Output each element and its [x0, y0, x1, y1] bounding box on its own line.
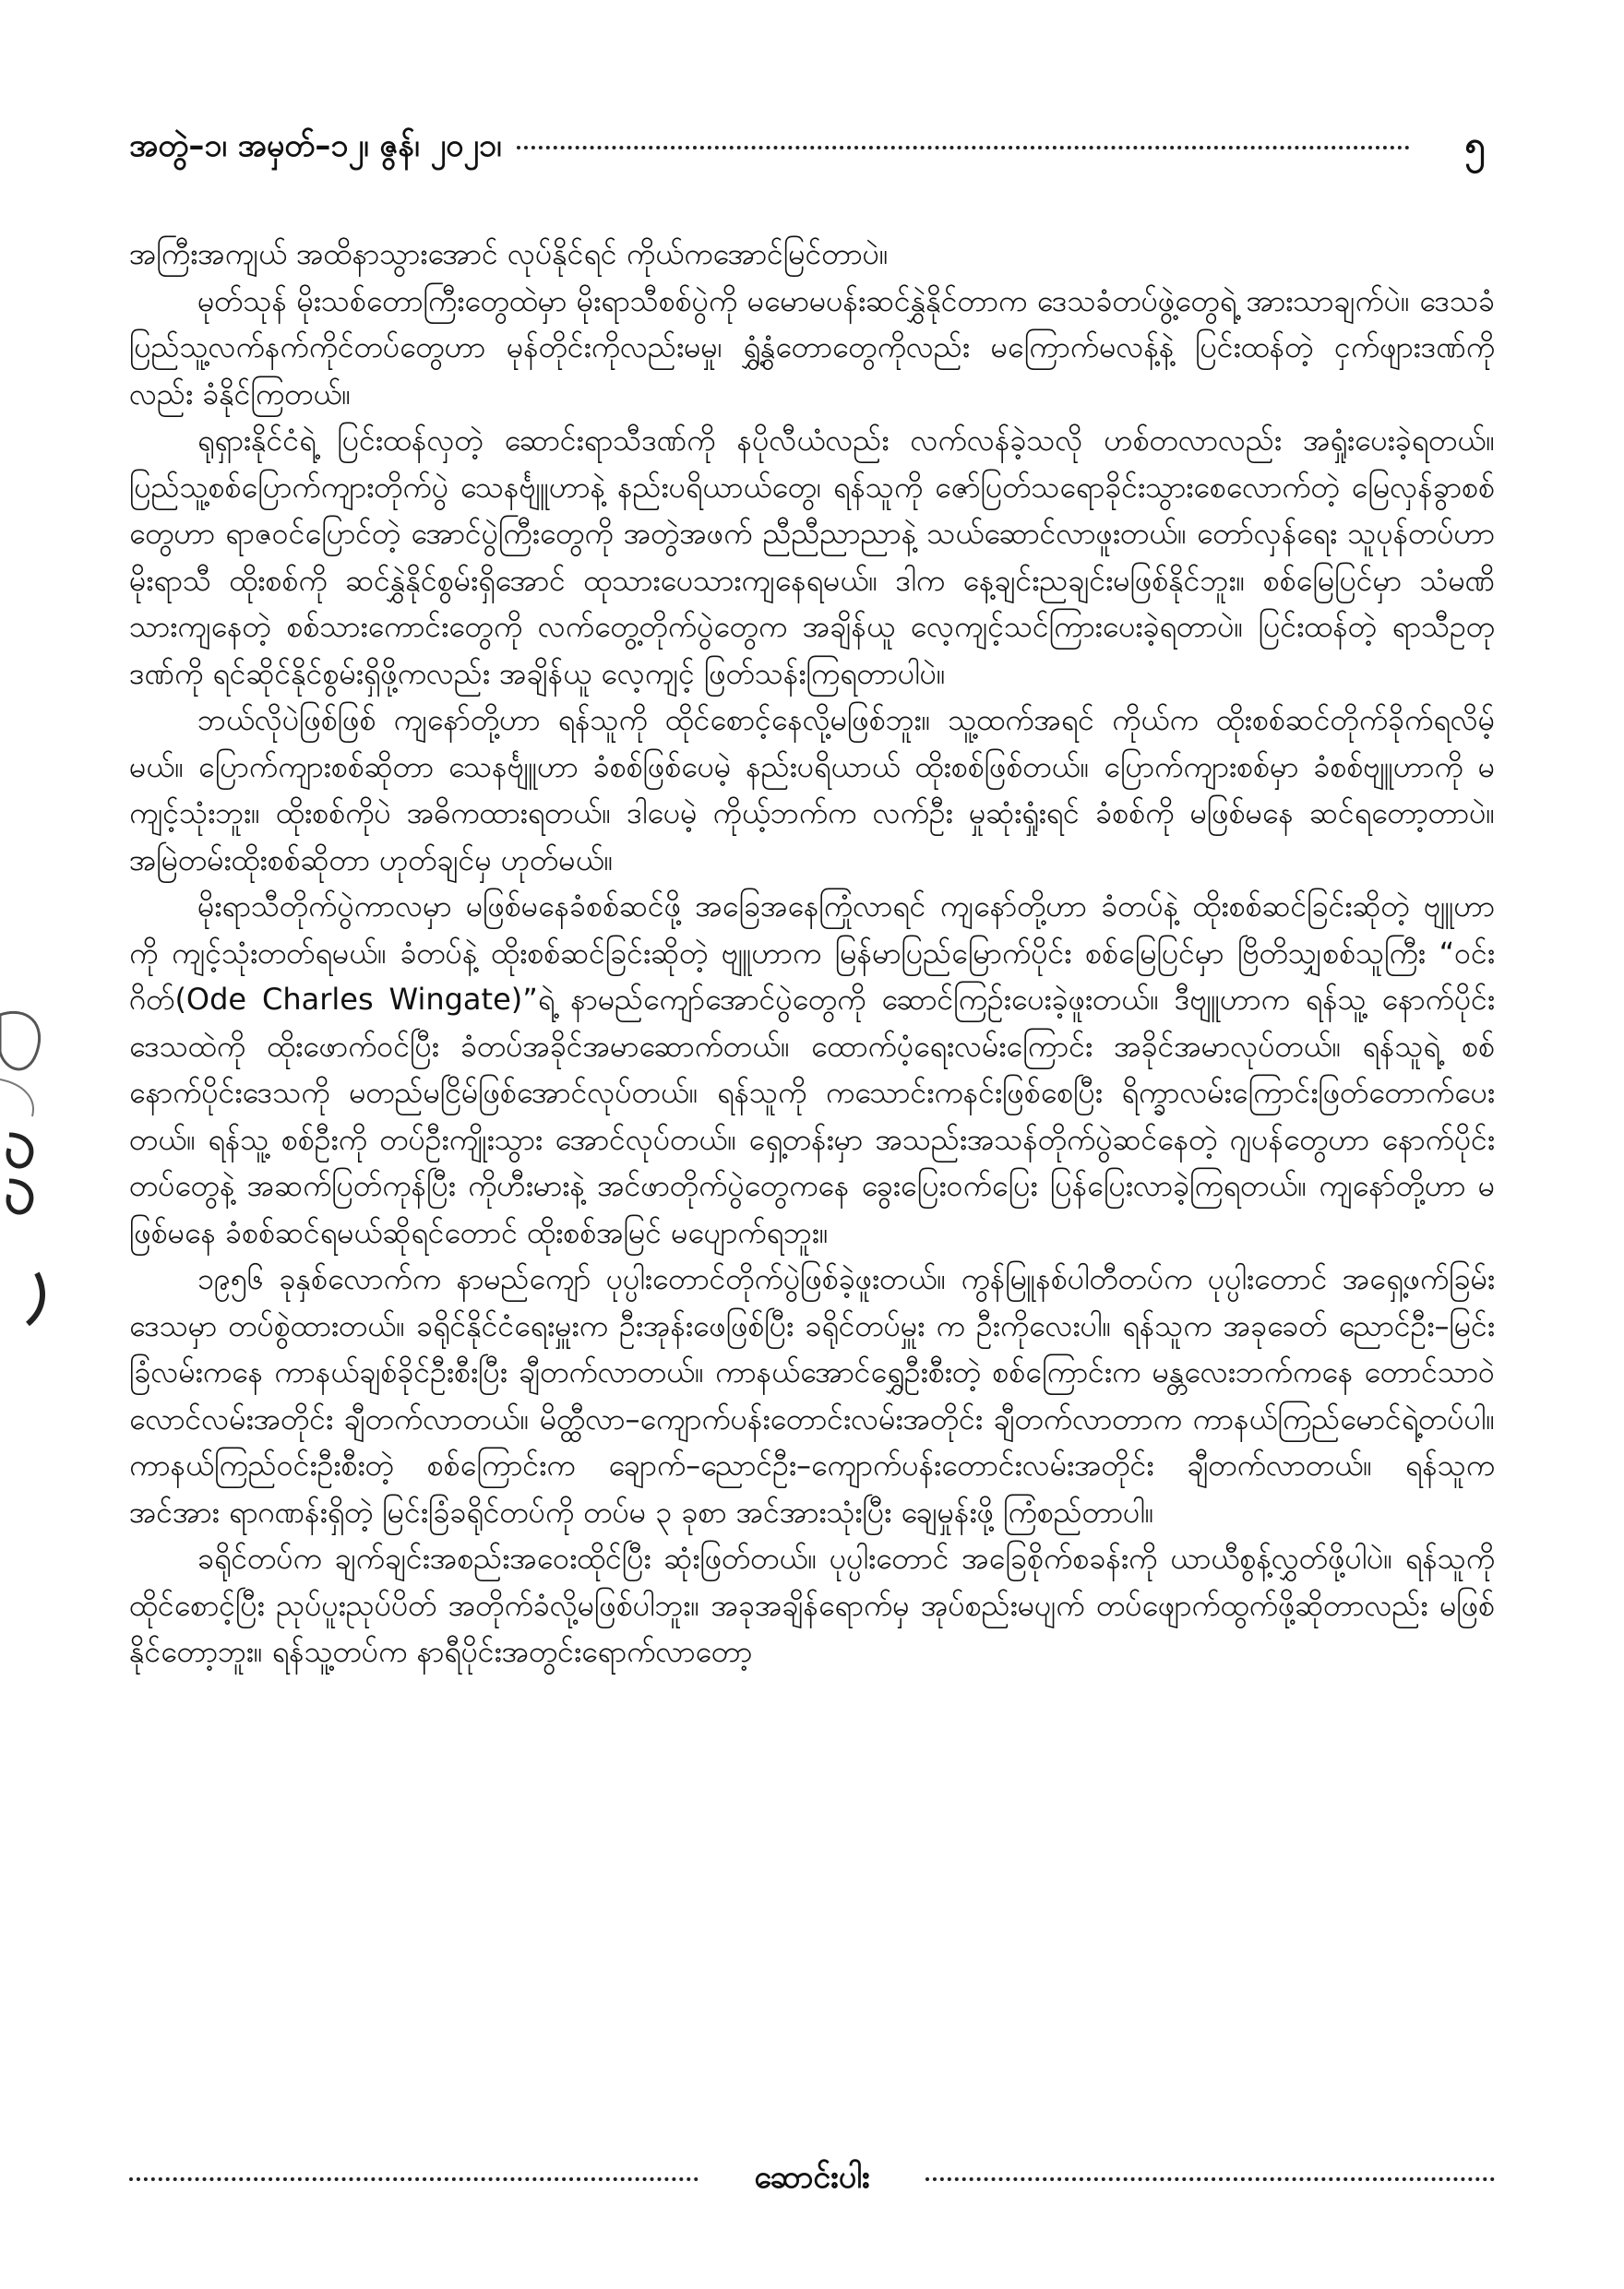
footer-dotted-rule-right	[925, 2177, 1495, 2181]
page-header	[129, 118, 1495, 177]
paragraph-7: ခရိုင်တပ်က ချက်ချင်းအစည်းအဝေးထိုင်ပြီး ဆုံးဖြတ်တယ်။ ပုပ္ပါးတောင် အခြေစိုက်စခန်းကို ယာယီစွန့်လွှတ်ဖို့ပါပဲ။ ရန်သူကို ထိုင်စောင့်ပြီး ညုပ်ပူးညုပ်ပိတ် အတိုက်ခံလို့မဖြစ်ပါဘူး။ အခုအချိန်ရောက်မှ အုပ်စည်းမပျက် တပ်ဖျောက်ထွက်ဖို့ဆိုတာလည်း မဖြစ်နိုင်တော့ဘူး။ ရန်သူ့တပ်က နာရီပိုင်းအတွင်းရောက်လာတော့	[129, 1541, 1495, 1669]
article-body	[129, 231, 1495, 1675]
page-number: ၅	[1464, 123, 1486, 166]
paragraph-3: ရုရှားနိုင်ငံရဲ့ ပြင်းထန်လှတဲ့ ဆောင်းရာသီဒဏ်ကို နပိုလီယံလည်း လက်လန်ခဲ့သလို ဟစ်တလာလည်း အရှုံးပေးခဲ့ရတယ်။ ပြည်သူ့စစ်ပြောက်ကျားတိုက်ပွဲ သေနင်္ဗျူဟာနဲ့ နည်းပရိယာယ်တွေ၊ ရန်သူကို ဇော်ပြတ်သရောခိုင်းသွားစေလောက်တဲ့ မြေလှန်ခွာစစ်တွေဟာ ရာဇဝင်ပြောင်တဲ့ အောင်ပွဲကြီးတွေကို အတွဲအဖက် ညီညီညာညာနဲ့ သယ်ဆောင်လာဖူးတယ်။ တော်လှန်ရေး သူပုန်တပ်ဟာ မိုးရာသီ ထိုးစစ်ကို ဆင်နွှဲနိုင်စွမ်းရှိအောင် ထုသားပေသားကျနေရမယ်။ ဒါက နေ့ချင်းညချင်းမဖြစ်နိုင်ဘူး။ စစ်မြေပြင်မှာ သံမဏိသားကျနေတဲ့ စစ်သားကောင်းတွေကို လက်တွေ့တိုက်ပွဲတွေက အချိန်ယူ လေ့ကျင့်သင်ကြားပေးခဲ့ရတာပဲ။ ပြင်းထန်တဲ့ ရာသီဥတုဒဏ်ကို ရင်ဆိုင်နိုင်စွမ်းရှိဖို့ကလည်း အချိန်ယူ လေ့ကျင့် ဖြတ်သန်းကြရတာပါပဲ။	[129, 423, 1495, 691]
paragraph-1: အကြီးအကျယ် အထိနာသွားအောင် လုပ်နိုင်ရင် ကိုယ်ကအောင်မြင်တာပဲ။	[129, 236, 889, 271]
margin-ornament-icon	[0, 996, 55, 1329]
paragraph-4: ဘယ်လိုပဲဖြစ်ဖြစ် ကျနော်တို့ဟာ ရန်သူကို ထိုင်စောင့်နေလို့မဖြစ်ဘူး။ သူ့ထက်အရင် ကိုယ်က ထိုးစစ်ဆင်တိုက်ခိုက်ရလိမ့်မယ်။ ပြောက်ကျားစစ်ဆိုတာ သေနင်္ဗျူဟာ ခံစစ်ဖြစ်ပေမဲ့ နည်းပရိယာယ် ထိုးစစ်ဖြစ်တယ်။ ပြောက်ကျားစစ်မှာ ခံစစ်ဗျူဟာကို မကျင့်သုံးဘူး။ ထိုးစစ်ကိုပဲ အဓိကထားရတယ်။ ဒါပေမဲ့ ကိုယ့်ဘက်က လက်ဦး မှုဆုံးရှုံးရင် ခံစစ်ကို မဖြစ်မနေ ဆင်ရတော့တာပဲ။ အမြဲတမ်းထိုးစစ်ဆိုတာ ဟုတ်ချင်မှ ဟုတ်မယ်။	[129, 702, 1496, 877]
header-dotted-rule	[517, 146, 1410, 149]
page-footer	[129, 2152, 1495, 2207]
continue-label: ဆောင်းပါး	[754, 2158, 870, 2196]
paragraph-5: မိုးရာသီတိုက်ပွဲကာလမှာ မဖြစ်မနေခံစစ်ဆင်ဖို့ အခြေအနေကြုံလာရင် ကျနော်တို့ဟာ ခံတပ်နဲ့ ထိုးစစ်ဆင်ခြင်းဆိုတဲ့ ဗျူဟာကို ကျင့်သုံးတတ်ရမယ်။ ခံတပ်နဲ့ ထိုးစစ်ဆင်ခြင်းဆိုတဲ့ ဗျူဟာက မြန်မာပြည်မြောက်ပိုင်း စစ်မြေပြင်မှာ ဗြိတိသျှစစ်သူကြီး “ဝင်းဂိတ်(Ode Charles Wingate)”ရဲ့ နာမည်ကျော်အောင်ပွဲတွေကို ဆောင်ကြဉ်းပေးခဲ့ဖူးတယ်။ ဒီဗျူဟာက ရန်သူ့ နောက်ပိုင်းဒေသထဲကို ထိုးဖောက်ဝင်ပြီး ခံတပ်အခိုင်အမာဆောက်တယ်။ ထောက်ပံ့ရေးလမ်းကြောင်း အခိုင်အမာလုပ်တယ်။ ရန်သူရဲ့ စစ်နောက်ပိုင်းဒေသကို မတည်မငြိမ်ဖြစ်အောင်လုပ်တယ်။ ရန်သူကို ကသောင်းကနင်းဖြစ်စေပြီး ရိက္ခာလမ်းကြောင်းဖြတ်တောက်ပေးတယ်။ ရန်သူ့ စစ်ဦးကို တပ်ဦးကျိုးသွား အောင်လုပ်တယ်။ ရှေ့တန်းမှာ အသည်းအသန်တိုက်ပွဲဆင်နေတဲ့ ဂျပန်တွေဟာ နောက်ပိုင်းတပ်တွေနဲ့ အဆက်ပြတ်ကုန်ပြီး ကိုဟီးမားနဲ့ အင်ဖာတိုက်ပွဲတွေကနေ ခွေးပြေးဝက်ပြေး ပြန်ပြေးလာခဲ့ကြရတယ်။ ကျနော်တို့ဟာ မဖြစ်မနေ ခံစစ်ဆင်ရမယ်ဆိုရင်တောင် ထိုးစစ်အမြင် မပျောက်ရဘူး။	[129, 888, 1495, 1250]
footer-dotted-rule-left	[129, 2177, 699, 2181]
issue-info: အတွဲ–၁၊ အမှတ်–၁၂၊ ဇွန်၊ ၂၀၂၁၊	[129, 126, 502, 164]
paragraph-6: ၁၉၅၆ ခုနှစ်လောက်က နာမည်ကျော် ပုပ္ပါးတောင်တိုက်ပွဲဖြစ်ခဲ့ဖူးတယ်။ ကွန်မြူနစ်ပါတီတပ်က ပုပ္ပါးတောင် အရှေ့ဖက်ခြမ်းဒေသမှာ တပ်စွဲထားတယ်။ ခရိုင်နိုင်ငံရေးမှူးက ဦးအုန်းဖေဖြစ်ပြီး ခရိုင်တပ်မှူး က ဦးကိုလေးပါ။ ရန်သူက အခုခေတ် ညောင်ဦး–မြင်းခြံလမ်းကနေ ကာနယ်ချစ်ခိုင်ဦးစီးပြီး ချီတက်လာတယ်။ ကာနယ်အောင်ရွှေဦးစီးတဲ့ စစ်ကြောင်းက မန္တလေးဘက်ကနေ တောင်သာဝဲလောင်လမ်းအတိုင်း ချီတက်လာတယ်။ မိတ္ထီလာ–ကျောက်ပန်းတောင်းလမ်းအတိုင်း ချီတက်လာတာက ကာနယ်ကြည်မောင်ရဲ့တပ်ပါ။ ကာနယ်ကြည်ဝင်းဦးစီးတဲ့ စစ်ကြောင်းက ချောက်–ညောင်ဦး–ကျောက်ပန်းတောင်းလမ်းအတိုင်း ချီတက်လာတယ်။ ရန်သူက အင်အား ရာဂဏန်းရှိတဲ့ မြင်းခြံခရိုင်တပ်ကို တပ်မ ၃ ခုစာ အင်အားသုံးပြီး ချေမှုန်းဖို့ ကြံစည်တာပါ။	[129, 1261, 1495, 1530]
paragraph-2: မုတ်သုန် မိုးသစ်တောကြီးတွေထဲမှာ မိုးရာသီစစ်ပွဲကို မမောမပန်းဆင်နွှဲနိုင်တာက ဒေသခံတပ်ဖွဲ့တွေရဲ့ အားသာချက်ပဲ။ ဒေသခံ ပြည်သူ့လက်နက်ကိုင်တပ်တွေဟာ မုန်တိုင်းကိုလည်းမမှု၊ ရွှံ့နွံတောတွေကိုလည်း မကြောက်မလန့်နဲ့ ပြင်းထန်တဲ့ ငှက်ဖျားဒဏ်ကိုလည်း ခံနိုင်ကြတယ်။	[129, 282, 1495, 411]
